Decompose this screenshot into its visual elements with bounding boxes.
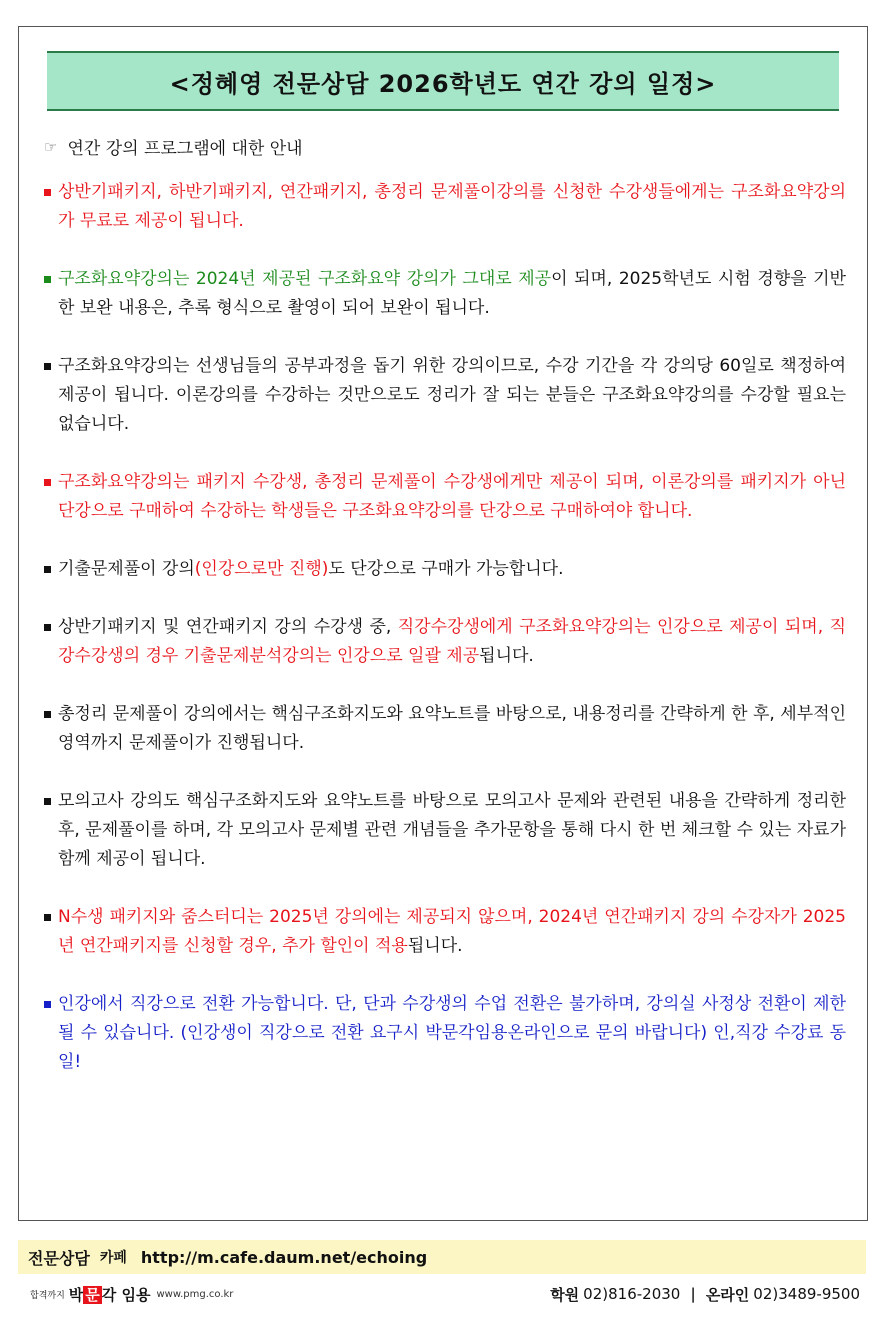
brand-name-part: 박 xyxy=(68,1285,84,1304)
notice-text: 이 되며, 2025학년도 시험 경향을 기반한 보완 내용은, 추록 형식으로 촬영이 되어 보완이 됩니다. xyxy=(58,269,846,318)
notice-item xyxy=(44,468,846,526)
notice-text: 상반기패키지 및 연간패키지 강의 수강생 중, xyxy=(58,617,398,637)
footer-bottom xyxy=(30,1282,860,1306)
notice-item xyxy=(44,787,846,874)
footer-cafe-band xyxy=(18,1240,866,1274)
square-bullet-icon xyxy=(44,566,51,573)
intro-line xyxy=(44,134,303,159)
contact-info xyxy=(550,1284,860,1305)
notice-item xyxy=(44,990,846,1077)
online-label: 온라인 xyxy=(705,1285,750,1304)
notice-text: 도 단강으로 구매가 가능합니다. xyxy=(328,559,564,579)
notice-text: 모의고사 강의도 핵심구조화지도와 요약노트를 바탕으로 모의고사 문제와 관련된 내용을 간략하게 정리한 후, 문제풀이를 하며, 각 모의고사 문제별 관련 개념들을 추가문항을 통해 다시 한 번 체크할 수 있는 자료가 함께 제공이 됩니다. xyxy=(58,791,846,869)
notice-list xyxy=(44,178,846,1106)
notice-item xyxy=(44,265,846,323)
notice-item xyxy=(44,613,846,671)
academy-label: 학원 xyxy=(550,1285,580,1304)
title-banner xyxy=(47,51,839,111)
brand-tagline: 합격까지 xyxy=(30,1290,65,1301)
square-bullet-icon xyxy=(44,479,51,486)
notice-text: 직강수강생에게 구조화요약강의는 인강으로 제공이 되며, 직강수강생의 경우 기출문제분석강의는 인강으로 일괄 제공 xyxy=(58,617,846,666)
brand-name xyxy=(69,1284,151,1305)
notice-text: 상반기패키지, 하반기패키지, 연간패키지, 총정리 문제풀이강의를 신청한 수강생들에게는 구조화요약강의가 무료로 제공이 됩니다. xyxy=(58,182,846,231)
notice-item xyxy=(44,555,846,584)
contact-separator: | xyxy=(690,1285,696,1303)
cafe-label: 전문상담 xyxy=(28,1248,90,1268)
square-bullet-icon xyxy=(44,798,51,805)
cafe-word: 카페 xyxy=(99,1250,127,1266)
square-bullet-icon xyxy=(44,189,51,196)
brand-name-part: 각 임용 xyxy=(101,1285,151,1304)
pointing-hand-icon: ☞ xyxy=(44,137,58,156)
notice-text: 구조화요약강의는 패키지 수강생, 총정리 문제풀이 수강생에게만 제공이 되며, 이론강의를 패키지가 아닌 단강으로 구매하여 수강하는 학생들은 구조화요약강의를 단강으로 구매하여야 합니다. xyxy=(58,472,846,521)
notice-item xyxy=(44,700,846,758)
online-phone: 02)3489-9500 xyxy=(753,1285,860,1303)
academy-phone: 02)816-2030 xyxy=(583,1285,681,1303)
notice-text: N수생 패키지와 줌스터디는 2025년 강의에는 제공되지 않으며, 2024년 연간패키지 강의 수강자가 2025년 연간패키지를 신청할 경우, 추가 할인이 적용 xyxy=(58,907,846,956)
notice-text: 됩니다. xyxy=(407,936,463,956)
page-title: <정혜영 전문상담 2026학년도 연간 강의 일정> xyxy=(169,69,717,98)
notice-item xyxy=(44,178,846,236)
square-bullet-icon xyxy=(44,711,51,718)
intro-text: 연간 강의 프로그램에 대한 안내 xyxy=(67,139,303,159)
notice-text: 총정리 문제풀이 강의에서는 핵심구조화지도와 요약노트를 바탕으로, 내용정리를 간략하게 한 후, 세부적인 영역까지 문제풀이가 진행됩니다. xyxy=(58,704,846,753)
notice-item xyxy=(44,903,846,961)
notice-text: 기출문제풀이 강의 xyxy=(58,559,195,579)
square-bullet-icon xyxy=(44,914,51,921)
cafe-url-link[interactable]: http://m.cafe.daum.net/echoing xyxy=(140,1247,428,1267)
notice-text: 됩니다. xyxy=(479,646,534,666)
notice-text: 구조화요약강의는 2024년 제공된 구조화요약 강의가 그대로 제공 xyxy=(58,269,552,289)
square-bullet-icon xyxy=(44,363,51,370)
brand-logo xyxy=(30,1284,233,1305)
notice-text: 구조화요약강의는 선생님들의 공부과정을 돕기 위한 강의이므로, 수강 기간을 각 강의당 60일로 책정하여 제공이 됩니다. 이론강의를 수강하는 것만으로도 정리가 잘 되는 분들은 구조화요약강의를 수강할 필요는 없습니다. xyxy=(58,356,846,434)
brand-name-highlight: 문 xyxy=(85,1285,100,1304)
square-bullet-icon xyxy=(44,624,51,631)
square-bullet-icon xyxy=(44,1001,51,1008)
brand-website: www.pmg.co.kr xyxy=(156,1288,234,1300)
notice-text: 인강에서 직강으로 전환 가능합니다. 단, 단과 수강생의 수업 전환은 불가하며, 강의실 사정상 전환이 제한될 수 있습니다. (인강생이 직강으로 전환 요구시 박문각임용온라인으로 문의 바랍니다) 인,직강 수강료 동일! xyxy=(58,994,846,1072)
notice-item xyxy=(44,352,846,439)
square-bullet-icon xyxy=(44,276,51,283)
notice-text: (인강으로만 진행) xyxy=(194,559,329,579)
